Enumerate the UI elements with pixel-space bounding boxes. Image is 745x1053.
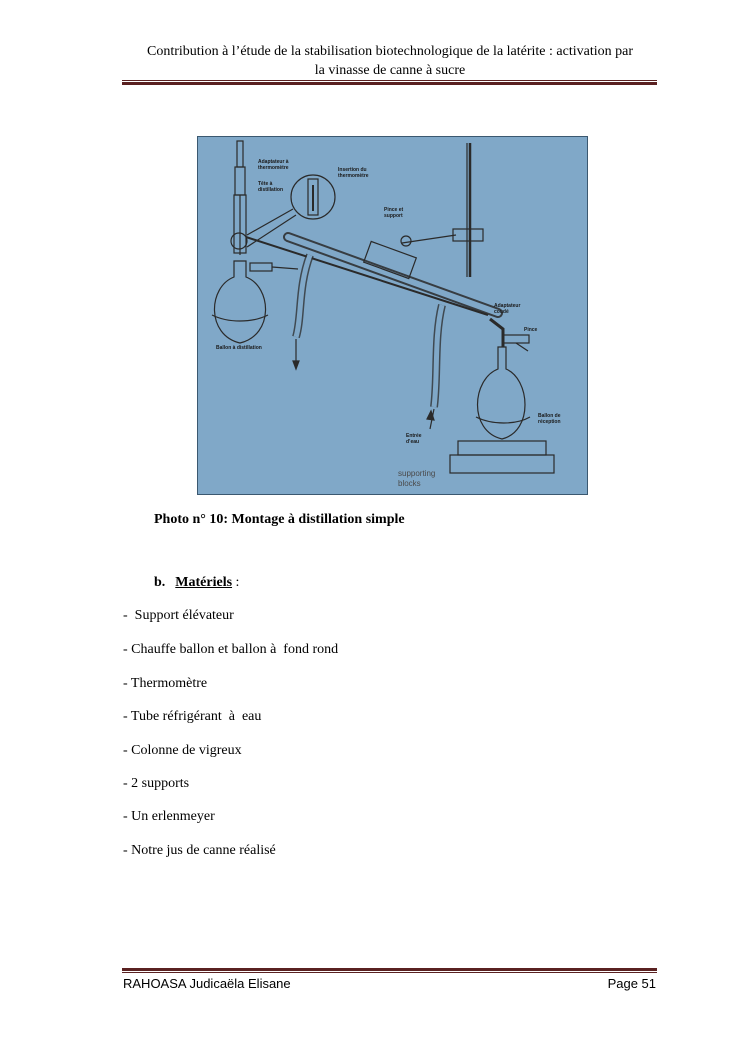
list-item: - Notre jus de canne réalisé [123,843,276,858]
footer-page-number: Page 51 [607,976,656,991]
section-heading [154,575,239,591]
list-item: - 2 supports [123,776,190,791]
list-item: - Tube réfrigérant à eau [123,709,262,724]
section-number: b. [154,575,166,590]
support-block-top [458,441,546,455]
label-bent-adapter: Adaptateur coudé [494,303,521,315]
section-suffix: : [232,575,240,590]
running-header [122,42,658,80]
header-rule-thick [122,82,657,85]
header-rule-thin [122,80,657,81]
footer-rule-thick [122,968,657,971]
label-flask: Ballon à distillation [216,345,262,351]
label-thermo-adapter: Adaptateur à thermomètre [258,159,289,171]
receiving-flask [478,347,526,439]
section-title: Matériels [175,575,233,590]
label-receiver: Ballon de réception [538,413,561,425]
header-line-1: Contribution à l’étude de la stabilisation biotechnologique de la latérite : activation par [147,44,633,59]
footer-author: RAHOASA Judicaëla Elisane [123,976,291,991]
thermometer-top [237,141,243,167]
list-item: - Support élévateur [123,608,234,623]
figure-caption: Photo n° 10: Montage à distillation simple [154,512,405,527]
distillation-flask [214,261,265,343]
header-line-2: la vinasse de canne à sucre [314,63,466,78]
thermometer-adapter [235,167,245,195]
label-clamp-support: Pince et support [384,207,404,219]
label-water-in: Entrée d’eau [406,433,422,445]
distillation-figure [197,136,588,495]
footer-rule-thin [122,972,657,973]
list-item: - Colonne de vigreux [123,743,242,758]
distillation-apparatus-drawing [198,137,587,494]
list-item: - Un erlenmeyer [123,809,215,824]
label-supporting-blocks: supporting blocks [398,469,436,488]
label-head: Tête à distillation [258,181,283,193]
label-pince: Pince [524,327,538,333]
support-block-bottom [450,455,554,473]
list-item: - Thermomètre [123,676,208,691]
list-item: - Chauffe ballon et ballon à fond rond [123,642,339,657]
label-thermo-insert: Insertion du thermomètre [338,167,369,179]
zoom-circle-small [231,233,247,249]
